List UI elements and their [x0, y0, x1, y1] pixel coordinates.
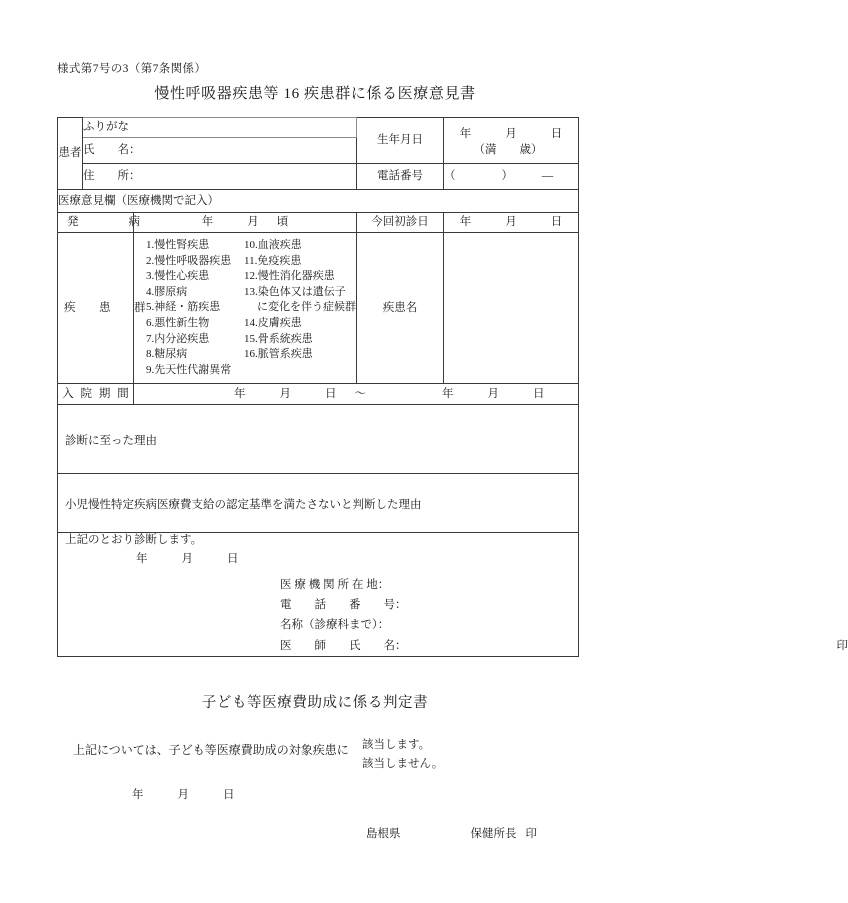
institution-name-row[interactable] — [280, 615, 578, 635]
diagnosis-statement: 上記のとおり診断します。 — [65, 534, 203, 547]
list-item[interactable]: 16.脈管系疾患 — [244, 348, 313, 361]
first-visit-day: 日 — [550, 216, 563, 229]
doctor-name-label: 医 師 氏 名： — [280, 639, 407, 652]
hosp-month-start: 月 — [279, 388, 291, 401]
patient-address-field[interactable] — [83, 164, 357, 190]
judgement-date[interactable] — [132, 786, 235, 802]
phone-label-cell — [357, 164, 444, 190]
list-item[interactable]: 1.慢性腎疾患 — [146, 239, 210, 251]
judgement-options — [362, 736, 443, 774]
doctor-seal-label: 印 — [836, 639, 848, 652]
hosp-year-start: 年 — [234, 388, 246, 401]
disease-group-list-cell — [134, 233, 357, 384]
list-item[interactable]: 3.慢性心疾患 — [146, 270, 210, 283]
option-not-eligible[interactable]: 該当しません。 — [362, 757, 444, 770]
birthdate-year: 年 — [459, 128, 472, 141]
table-row — [58, 474, 579, 533]
first-visit-label-cell — [357, 213, 444, 233]
list-item[interactable]: 14.皮膚疾患 — [244, 317, 302, 330]
signature-date-month: 月 — [181, 552, 193, 565]
option-eligible[interactable]: 該当します。 — [362, 739, 431, 751]
institution-address-label: 医 療 機 関 所 在 地： — [280, 579, 390, 592]
judgement-sentence: 上記については、子ども等医療費助成の対象疾患に — [73, 743, 349, 757]
disease-group-list-left — [146, 238, 240, 378]
diagnosis-reason-label: 診断に至った理由 — [65, 434, 157, 447]
hosp-range-tilde: ～ — [354, 388, 366, 401]
disease-name-label-cell — [357, 233, 444, 384]
judgement-date-month: 月 — [177, 789, 189, 801]
age-note: （満 歳） — [473, 143, 543, 156]
institution-phone-label: 電 話 番 号： — [280, 599, 407, 612]
first-visit-month: 月 — [505, 216, 517, 229]
patient-name-field[interactable] — [83, 138, 357, 164]
diagnosis-reason-cell[interactable] — [58, 405, 579, 474]
onset-year: 年 — [201, 216, 214, 229]
doctor-name-row[interactable] — [280, 636, 848, 656]
signature-date-year: 年 — [136, 552, 148, 565]
issuer-seal-label: 印 — [525, 828, 537, 840]
table-row — [58, 405, 579, 474]
hosp-month-end: 月 — [487, 388, 499, 401]
signature-block-cell — [58, 533, 848, 656]
non-eligible-reason-cell[interactable] — [58, 474, 579, 533]
institution-fields — [58, 575, 848, 656]
disease-group-label-cell — [58, 233, 152, 384]
institution-name-label: 名称（診療科まで）： — [280, 619, 390, 632]
medical-opinion-form-table — [57, 117, 848, 657]
patient-row-label — [58, 118, 83, 190]
furigana-field[interactable] — [83, 118, 357, 138]
table-row — [58, 384, 579, 405]
furigana-label: ふりがな — [83, 121, 129, 134]
non-eligible-reason-label: 小児慢性特定疾病医療費支給の認定基準を満たさないと判断した理由 — [65, 498, 422, 511]
list-item[interactable]: 10.血液疾患 — [244, 239, 302, 251]
birthdate-day: 日 — [550, 128, 563, 141]
table-row — [58, 190, 579, 213]
disease-group-list-right — [244, 238, 356, 378]
onset-value-cell[interactable] — [134, 213, 357, 233]
list-item[interactable]: 9.先天性代謝異常 — [146, 363, 232, 376]
patient-name-label: 氏 名： — [83, 144, 141, 157]
medical-section-header-text: 医療意見欄（医療機関で記入） — [58, 194, 219, 207]
list-item[interactable]: 5.神経・筋疾患 — [146, 301, 221, 314]
issuer-title: 保健所長 — [470, 828, 517, 840]
institution-phone-row[interactable] — [280, 595, 578, 615]
judgement-issuer — [366, 825, 537, 841]
signature-date-day: 日 — [227, 552, 239, 565]
disease-name-value-cell[interactable] — [444, 233, 579, 384]
table-row — [58, 164, 579, 190]
phone-label: 電話番号 — [377, 170, 424, 183]
birthdate-label-cell — [357, 118, 444, 164]
institution-address-row[interactable] — [280, 575, 578, 595]
table-row — [58, 233, 579, 384]
birthdate-value-cell[interactable] — [444, 118, 579, 164]
table-row — [58, 213, 579, 233]
list-item-continuation: に変化を伴う症候群 — [257, 301, 357, 314]
judgement-title: 子ども等医療費助成に係る判定書 — [201, 695, 429, 711]
onset-label: 発 病 — [67, 216, 149, 229]
judgement-date-day: 日 — [223, 789, 235, 801]
disease-name-label: 疾患名 — [382, 302, 418, 315]
list-item[interactable]: 15.骨系統疾患 — [244, 332, 313, 345]
hospitalization-label-cell — [58, 384, 134, 405]
prefecture-name: 島根県 — [366, 828, 401, 840]
list-item[interactable]: 6.悪性新生物 — [146, 317, 210, 330]
medical-section-header — [58, 190, 579, 213]
birthdate-month: 月 — [505, 128, 517, 141]
list-item[interactable]: 11.免疫疾患 — [244, 254, 302, 267]
form-code: 様式第7号の3（第7条関係） — [57, 63, 207, 75]
birthdate-ymd — [444, 124, 578, 141]
page-title: 慢性呼吸器疾患等 16 疾患群に係る医療意見書 — [154, 86, 476, 102]
hospitalization-value-cell[interactable] — [134, 384, 579, 405]
table-row — [58, 533, 579, 656]
list-item[interactable]: 4.膠原病 — [146, 285, 188, 298]
table-row — [58, 118, 579, 138]
judgement-date-year: 年 — [132, 789, 144, 801]
disease-group-label: 疾 患 群 — [64, 302, 152, 315]
hosp-year-end: 年 — [442, 388, 454, 401]
first-visit-value-cell[interactable] — [444, 213, 579, 233]
hosp-day-start: 日 — [325, 388, 337, 401]
hosp-day-end: 日 — [533, 388, 545, 401]
list-item[interactable]: 2.慢性呼吸器疾患 — [146, 254, 232, 267]
phone-value: （ ） ― — [444, 170, 554, 183]
list-item[interactable]: 13.染色体又は遺伝子 — [244, 285, 346, 298]
list-item[interactable]: 12.慢性消化器疾患 — [244, 270, 335, 283]
birthdate-label: 生年月日 — [377, 134, 424, 147]
phone-value-cell[interactable] — [444, 164, 579, 190]
signature-date[interactable] — [58, 548, 578, 566]
list-item[interactable]: 8.糖尿病 — [146, 348, 188, 361]
patient-address-label: 住 所： — [83, 170, 141, 183]
onset-approx: 頃 — [276, 216, 289, 229]
first-visit-year: 年 — [459, 216, 472, 229]
onset-label-cell — [58, 213, 149, 233]
patient-label-text: 患者 — [58, 147, 82, 160]
hospitalization-label: 入 院 期 間 — [62, 388, 131, 401]
onset-month: 月 — [247, 216, 259, 229]
first-visit-label: 今回初診日 — [371, 216, 429, 229]
list-item[interactable]: 7.内分泌疾患 — [146, 332, 210, 345]
